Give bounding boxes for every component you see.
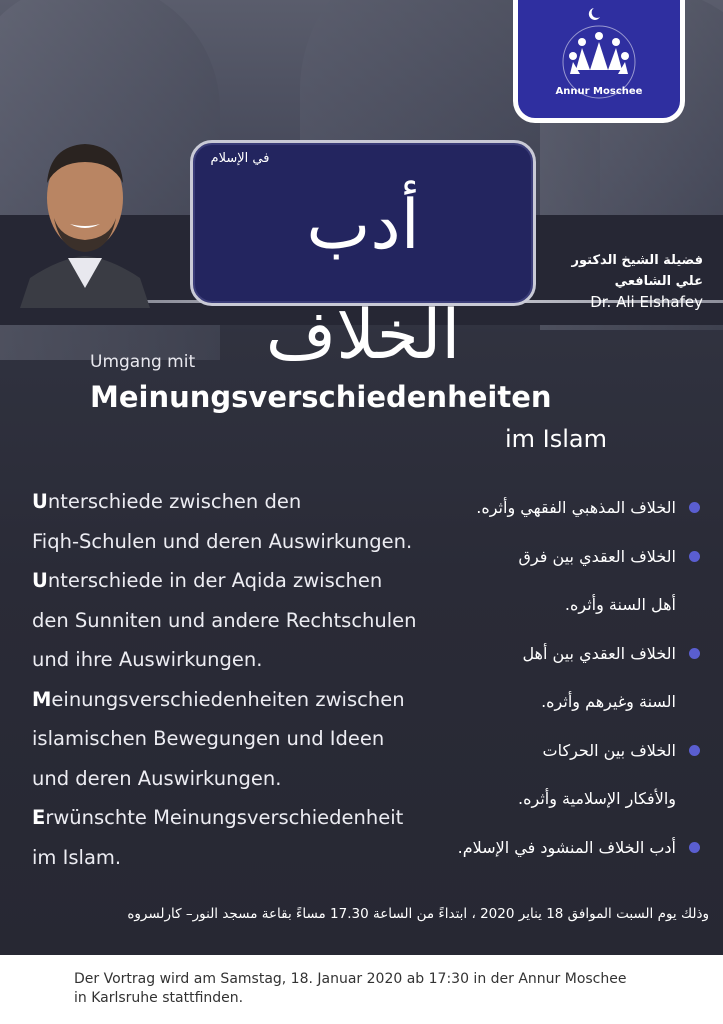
title-box	[190, 140, 536, 375]
list-item: im Islam.	[32, 845, 122, 869]
list-item: أدب الخلاف المنشود في الإسلام.	[400, 824, 700, 873]
list-item: islamischen Bewegungen und Ideen	[32, 727, 385, 750]
list-item: الخلاف المذهبي الفقهي وأثره.	[400, 484, 700, 533]
title-subtitle: في الإسلام	[210, 151, 270, 166]
arabic-topics-list	[400, 484, 700, 872]
list-item: الخلاف بين الحركات	[400, 727, 700, 776]
speaker-title-ar: فضيلة الشيخ الدكتور	[571, 253, 703, 268]
bullet-icon	[689, 842, 700, 853]
list-item: Unterschiede zwischen den	[32, 490, 302, 513]
heading-pre: Umgang mit	[90, 352, 196, 372]
bullet-icon	[689, 648, 700, 659]
footer-line-1: Der Vortrag wird am Samstag, 18. Januar 2020 ab 17:30 in der Annur Moschee	[74, 971, 627, 987]
list-item: den Sunniten und andere Rechtschulen	[32, 608, 417, 632]
list-item: und deren Auswirkungen.	[32, 766, 282, 790]
list-item: السنة وغيرهم وأثره.	[541, 692, 676, 711]
list-item: الخلاف العقدي بين أهل	[400, 630, 700, 679]
page-title: Meinungsverschiedenheiten	[90, 380, 552, 414]
footer	[0, 955, 723, 1024]
list-item: الخلاف العقدي بين فرق	[400, 533, 700, 582]
bullet-icon	[689, 551, 700, 562]
logo-label: Annur Moschee	[555, 86, 643, 97]
annur-moschee-logo	[513, 0, 685, 123]
title-calligraphy: أدب الخلاف	[265, 186, 461, 375]
list-item: und ihre Auswirkungen.	[32, 648, 263, 671]
list-item: Fiqh-Schulen und deren Auswirkungen.	[32, 529, 413, 553]
footer-line-2: in Karlsruhe stattfinden.	[74, 990, 244, 1006]
speaker-info	[572, 250, 703, 313]
speaker-photo	[20, 128, 150, 308]
event-date-ar: وذلك يوم السبت الموافق 18 يناير 2020 ، ابتداءً من الساعة 17.30 مساءً بقاعة مسجد النور– كارلسروه	[127, 906, 709, 922]
bullet-icon	[689, 502, 700, 513]
list-item: Erwünschte Meinungsverschiedenheit	[32, 806, 404, 829]
speaker-name-en: Dr. Ali Elshafey	[590, 293, 703, 311]
list-item: Meinungsverschiedenheiten zwischen	[32, 687, 405, 711]
bullet-icon	[689, 745, 700, 756]
heading-post: im Islam	[505, 425, 608, 453]
logo-emblem-icon	[518, 0, 680, 118]
list-item: Unterschiede in der Aqida zwischen	[32, 569, 383, 592]
list-item: والأفكار الإسلامية وأثره.	[518, 789, 676, 808]
speaker-name-ar: علي الشافعي	[614, 274, 703, 289]
list-item: أهل السنة وأثره.	[564, 595, 676, 614]
footer-text	[74, 970, 674, 1008]
